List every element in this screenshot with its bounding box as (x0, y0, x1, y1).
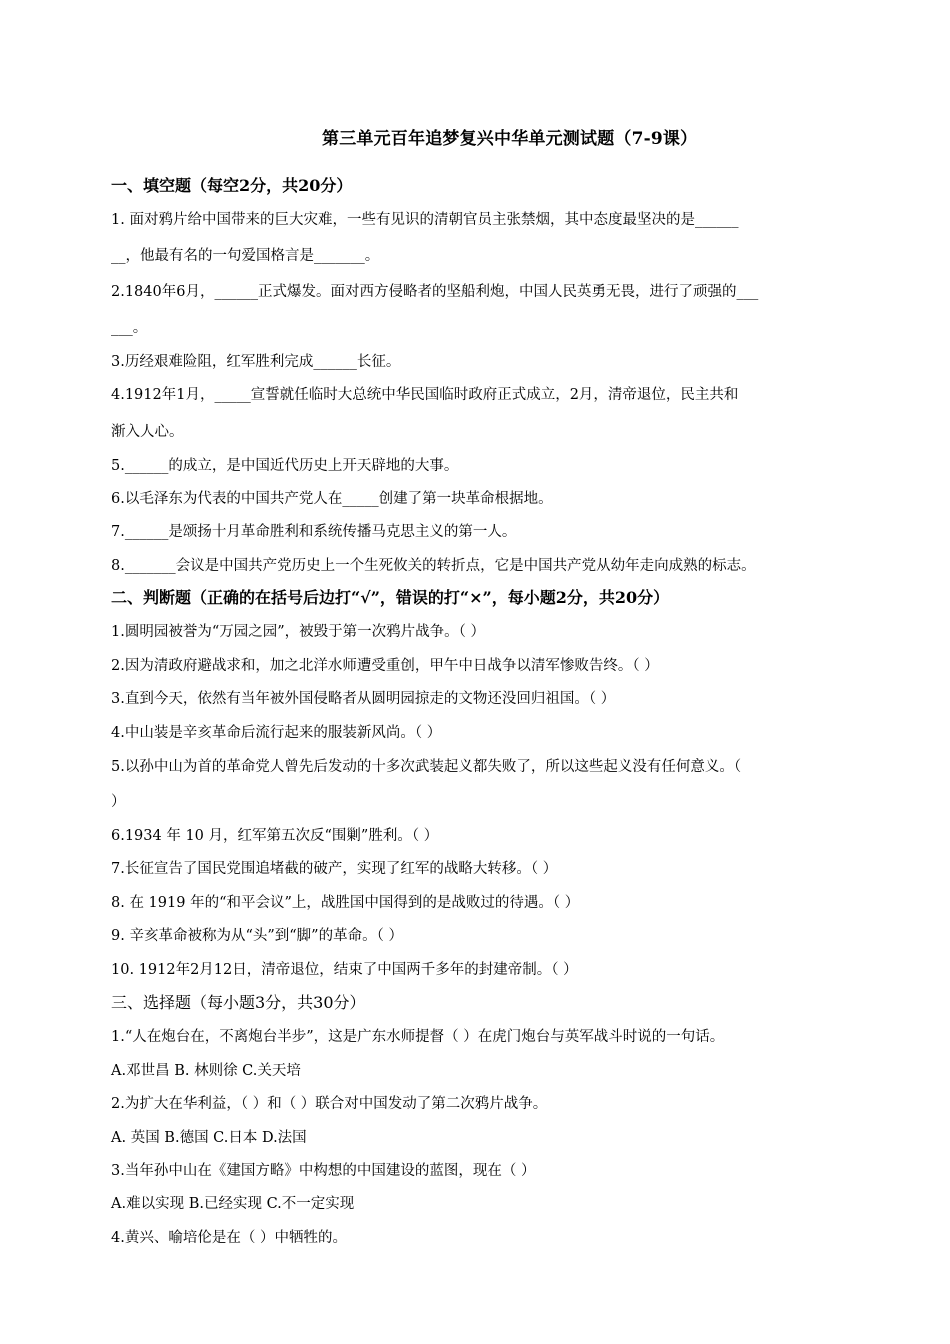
true-false-line: 3.直到今天，依然有当年被外国侵略者从圆明园掠走的文物还没回归祖国。（ ） (111, 691, 616, 707)
true-false-line: 8. 在 1919 年的“和平会议”上，战胜国中国得到的是战败过的待遇。（ ） (111, 895, 580, 911)
choice-line: 1.“人在炮台在，不离炮台半步”，这是广东水师提督（ ）在虎门炮台与英军战斗时说的一句话。 (111, 1029, 725, 1045)
section-2-heading: 二、判断题（正确的在括号后边打“√”，错误的打“×”，每小题2分，共20分） (111, 588, 670, 607)
fill-blank-line: 5.______的成立，是中国近代历史上开天辟地的大事。 (111, 458, 459, 474)
fill-blank-line: 1. 面对鸦片给中国带来的巨大灾难，一些有见识的清朝官员主张禁烟，其中态度最坚决的是______ (111, 212, 739, 228)
choice-line: 2.为扩大在华利益，（ ）和（ ）联合对中国发动了第二次鸦片战争。 (111, 1096, 548, 1112)
choice-line: 4.黄兴、喻培伦是在（ ）中牺牲的。 (111, 1230, 347, 1246)
true-false-line: 1.圆明园被誉为“万园之园”，被毁于第一次鸦片战争。（ ） (111, 624, 486, 640)
true-false-line: 9. 辛亥革命被称为从“头”到“脚”的革命。（ ） (111, 928, 403, 944)
fill-blank-line: 4.1912年1月，_____宣誓就任临时大总统中华民国临时政府正式成立，2月，清帝退位，民主共和 (111, 387, 739, 403)
choice-options: A.难以实现 B.已经实现 C.不一定实现 (111, 1196, 355, 1212)
fill-blank-line: 渐入人心。 (111, 424, 184, 440)
true-false-line: 7.长征宣告了国民党围追堵截的破产，实现了红军的战略大转移。（ ） (111, 861, 558, 877)
true-false-line: ） (111, 794, 126, 810)
true-false-line: 5.以孙中山为首的革命党人曾先后发动的十多次武装起义都失败了，所以这些起义没有任何意义。（ (111, 759, 742, 775)
fill-blank-line: __，他最有名的一句爱国格言是_______。 (111, 248, 380, 264)
fill-blank-line: 8._______会议是中国共产党历史上一个生死攸关的转折点，它是中国共产党从幼年走向成熟的标志。 (111, 558, 756, 574)
choice-line: 3.当年孙中山在《建国方略》中构想的中国建设的蓝图，现在（ ） (111, 1163, 536, 1179)
true-false-line: 2.因为清政府避战求和，加之北洋水师遭受重创，甲午中日战争以清军惨败告终。（ ） (111, 658, 659, 674)
choice-options: A. 英国 B.德国 C.日本 D.法国 (111, 1130, 307, 1146)
section-1-heading: 一、填空题（每空2分，共20分） (111, 176, 353, 195)
fill-blank-line: 3.历经艰难险阻，红军胜利完成______长征。 (111, 354, 401, 370)
choice-options: A.邓世昌 B. 林则徐 C.关天培 (111, 1063, 301, 1079)
fill-blank-line: 2.1840年6月，______正式爆发。面对西方侵略者的坚船利炮，中国人民英勇无畏，进行了顽强的___ (111, 284, 759, 300)
true-false-line: 4.中山装是辛亥革命后流行起来的服装新风尚。（ ） (111, 725, 442, 741)
fill-blank-line: 6.以毛泽东为代表的中国共产党人在_____创建了第一块革命根据地。 (111, 491, 553, 507)
fill-blank-line: 7.______是颂扬十月革命胜利和系统传播马克思主义的第一人。 (111, 524, 517, 540)
true-false-line: 6.1934 年 10 月，红军第五次反“围剿”胜利。（ ） (111, 828, 439, 844)
section-3-heading: 三、选择题（每小题3分，共30分） (111, 993, 366, 1012)
page-title: 第三单元百年追梦复兴中华单元测试题（7-9课） (322, 129, 698, 149)
fill-blank-line: ___。 (111, 320, 148, 336)
true-false-line: 10. 1912年2月12日，清帝退位，结束了中国两千多年的封建帝制。（ ） (111, 962, 578, 978)
